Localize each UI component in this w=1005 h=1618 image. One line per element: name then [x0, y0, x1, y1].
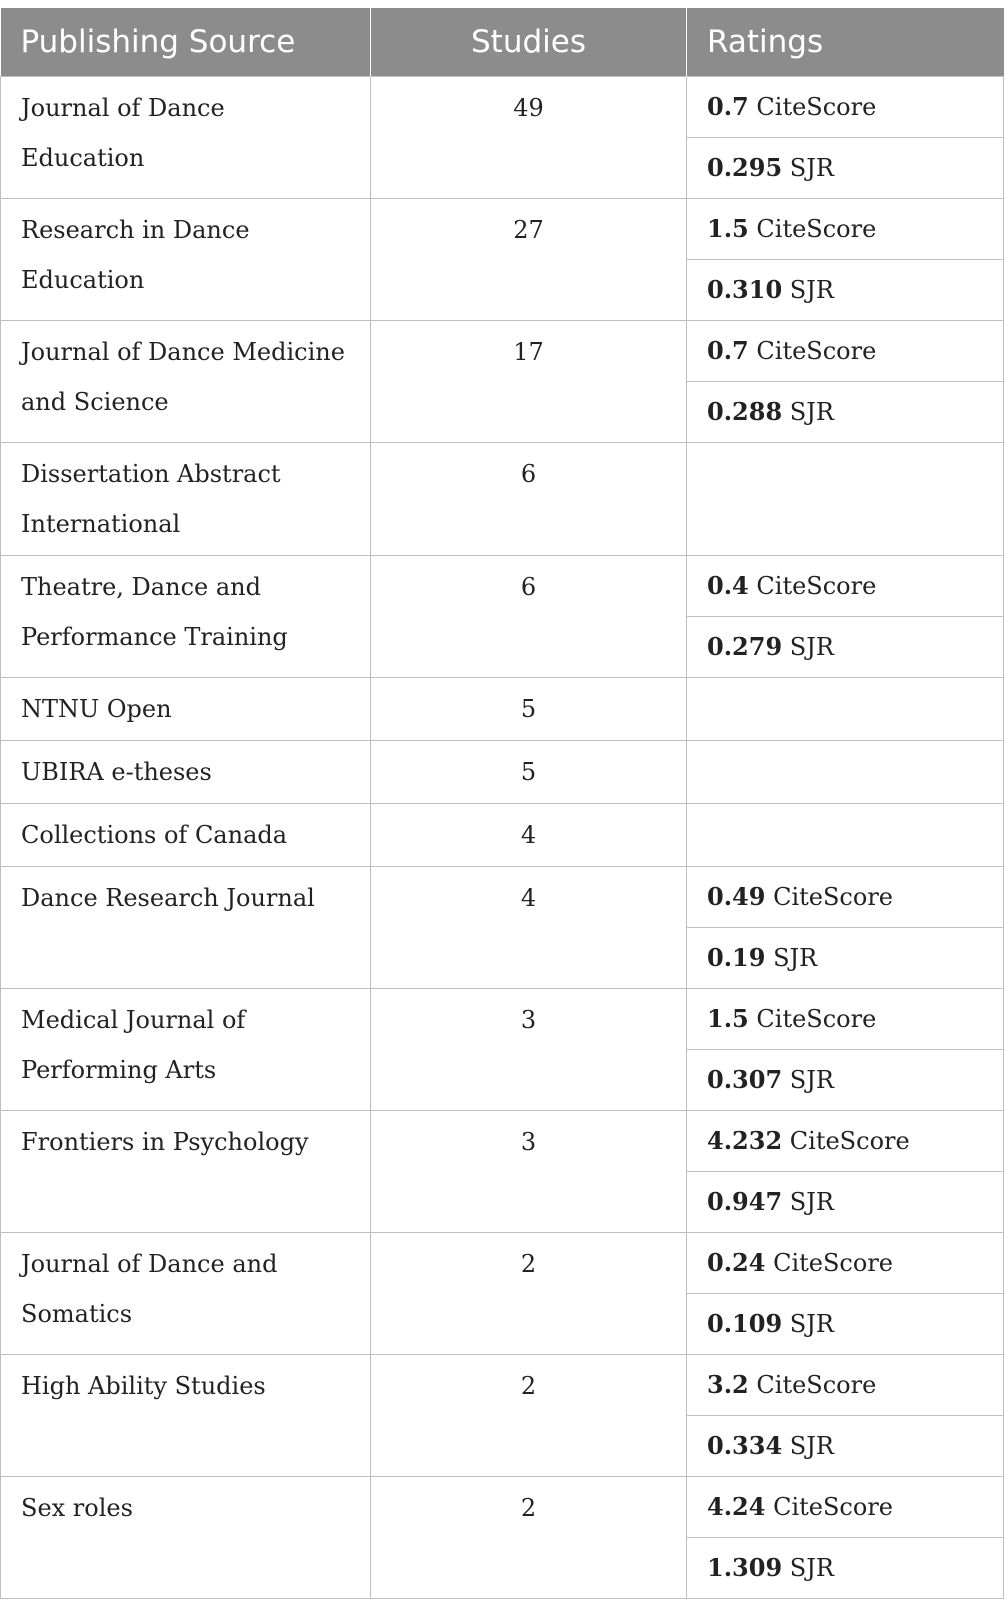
- source-name-cell: Research in Dance Education: [1, 199, 371, 321]
- rating-unit: CiteScore: [756, 215, 877, 243]
- header-row: [1, 8, 1004, 77]
- table-row: [1, 77, 1004, 138]
- rating-cell: [687, 867, 1004, 928]
- rating-cell: [687, 989, 1004, 1050]
- source-name-cell: Sex roles: [1, 1477, 371, 1599]
- rating-unit: CiteScore: [756, 1005, 877, 1033]
- rating-unit: SJR: [789, 1310, 834, 1338]
- rating-value: 0.4: [707, 571, 749, 600]
- rating-cell: [687, 928, 1004, 989]
- rating-cell: [687, 1477, 1004, 1538]
- rating-cell: [687, 1233, 1004, 1294]
- rating-unit: CiteScore: [756, 572, 877, 600]
- rating-unit: CiteScore: [773, 1493, 893, 1521]
- table-row: [1, 741, 1004, 804]
- rating-unit: SJR: [773, 944, 818, 972]
- studies-count-cell: 2: [371, 1477, 687, 1599]
- rating-unit: CiteScore: [789, 1127, 910, 1155]
- rating-unit: SJR: [789, 398, 834, 426]
- rating-cell: [687, 1538, 1004, 1599]
- rating-unit: SJR: [789, 1066, 834, 1094]
- rating-value: 4.24: [707, 1492, 766, 1521]
- rating-value: 0.334: [707, 1431, 783, 1460]
- rating-unit: SJR: [789, 1188, 834, 1216]
- source-name-cell: High Ability Studies: [1, 1355, 371, 1477]
- table-row: [1, 678, 1004, 741]
- rating-unit: CiteScore: [756, 337, 877, 365]
- studies-count-cell: 5: [371, 678, 687, 741]
- rating-cell: [687, 1416, 1004, 1477]
- studies-count-cell: 2: [371, 1355, 687, 1477]
- studies-count-cell: 4: [371, 867, 687, 989]
- rating-cell: [687, 1111, 1004, 1172]
- rating-value: 0.947: [707, 1187, 783, 1216]
- rating-cell: [687, 382, 1004, 443]
- rating-empty-cell: [687, 804, 1004, 867]
- rating-unit: SJR: [789, 1554, 834, 1582]
- table-row: [1, 199, 1004, 260]
- rating-unit: SJR: [789, 154, 834, 182]
- rating-unit: CiteScore: [773, 883, 893, 911]
- rating-value: 0.109: [707, 1309, 783, 1338]
- rating-unit: SJR: [789, 633, 834, 661]
- rating-value: 3.2: [707, 1370, 749, 1399]
- table-wrapper: [0, 8, 1004, 1599]
- rating-cell: [687, 1294, 1004, 1355]
- source-name-cell: Frontiers in Psychology: [1, 1111, 371, 1233]
- header-ratings: Ratings: [687, 8, 1004, 77]
- rating-unit: SJR: [789, 276, 834, 304]
- source-name-cell: Journal of Dance Education: [1, 77, 371, 199]
- rating-cell: [687, 556, 1004, 617]
- table-row: [1, 556, 1004, 617]
- rating-cell: [687, 1050, 1004, 1111]
- source-name-cell: UBIRA e-theses: [1, 741, 371, 804]
- rating-value: 0.279: [707, 632, 783, 661]
- rating-empty-cell: [687, 443, 1004, 556]
- rating-empty-cell: [687, 741, 1004, 804]
- rating-value: 0.7: [707, 92, 749, 121]
- rating-value: 0.19: [707, 943, 766, 972]
- table-header: [1, 8, 1004, 77]
- studies-count-cell: 6: [371, 556, 687, 678]
- rating-value: 1.309: [707, 1553, 783, 1582]
- studies-count-cell: 5: [371, 741, 687, 804]
- table-row: [1, 989, 1004, 1050]
- studies-count-cell: 6: [371, 443, 687, 556]
- rating-cell: [687, 77, 1004, 138]
- source-name-cell: Medical Journal of Performing Arts: [1, 989, 371, 1111]
- publishing-sources-table: [0, 8, 1004, 1599]
- rating-cell: [687, 617, 1004, 678]
- table-row: [1, 1355, 1004, 1416]
- rating-value: 0.49: [707, 882, 766, 911]
- rating-value: 0.295: [707, 153, 783, 182]
- studies-count-cell: 4: [371, 804, 687, 867]
- rating-unit: SJR: [789, 1432, 834, 1460]
- source-name-cell: Dissertation Abstract International: [1, 443, 371, 556]
- rating-value: 4.232: [707, 1126, 783, 1155]
- table-row: [1, 867, 1004, 928]
- rating-cell: [687, 1172, 1004, 1233]
- source-name-cell: Collections of Canada: [1, 804, 371, 867]
- table-row: [1, 1477, 1004, 1538]
- rating-value: 1.5: [707, 214, 749, 243]
- table-row: [1, 804, 1004, 867]
- studies-count-cell: 17: [371, 321, 687, 443]
- rating-value: 0.310: [707, 275, 783, 304]
- rating-cell: [687, 138, 1004, 199]
- table-row: [1, 443, 1004, 556]
- rating-cell: [687, 199, 1004, 260]
- studies-count-cell: 49: [371, 77, 687, 199]
- rating-cell: [687, 321, 1004, 382]
- rating-unit: CiteScore: [773, 1249, 893, 1277]
- table-body: [1, 77, 1004, 1599]
- source-name-cell: Journal of Dance and Somatics: [1, 1233, 371, 1355]
- source-name-cell: Journal of Dance Medicine and Science: [1, 321, 371, 443]
- studies-count-cell: 3: [371, 989, 687, 1111]
- studies-count-cell: 27: [371, 199, 687, 321]
- rating-value: 0.288: [707, 397, 783, 426]
- rating-unit: CiteScore: [756, 93, 877, 121]
- rating-empty-cell: [687, 678, 1004, 741]
- header-studies: Studies: [371, 8, 687, 77]
- table-row: [1, 1233, 1004, 1294]
- source-name-cell: Dance Research Journal: [1, 867, 371, 989]
- rating-unit: CiteScore: [756, 1371, 877, 1399]
- studies-count-cell: 2: [371, 1233, 687, 1355]
- table-row: [1, 1111, 1004, 1172]
- rating-cell: [687, 260, 1004, 321]
- rating-value: 0.307: [707, 1065, 783, 1094]
- source-name-cell: Theatre, Dance and Performance Training: [1, 556, 371, 678]
- source-name-cell: NTNU Open: [1, 678, 371, 741]
- rating-cell: [687, 1355, 1004, 1416]
- studies-count-cell: 3: [371, 1111, 687, 1233]
- header-publishing-source: Publishing Source: [1, 8, 371, 77]
- table-row: [1, 321, 1004, 382]
- rating-value: 0.7: [707, 336, 749, 365]
- rating-value: 0.24: [707, 1248, 766, 1277]
- rating-value: 1.5: [707, 1004, 749, 1033]
